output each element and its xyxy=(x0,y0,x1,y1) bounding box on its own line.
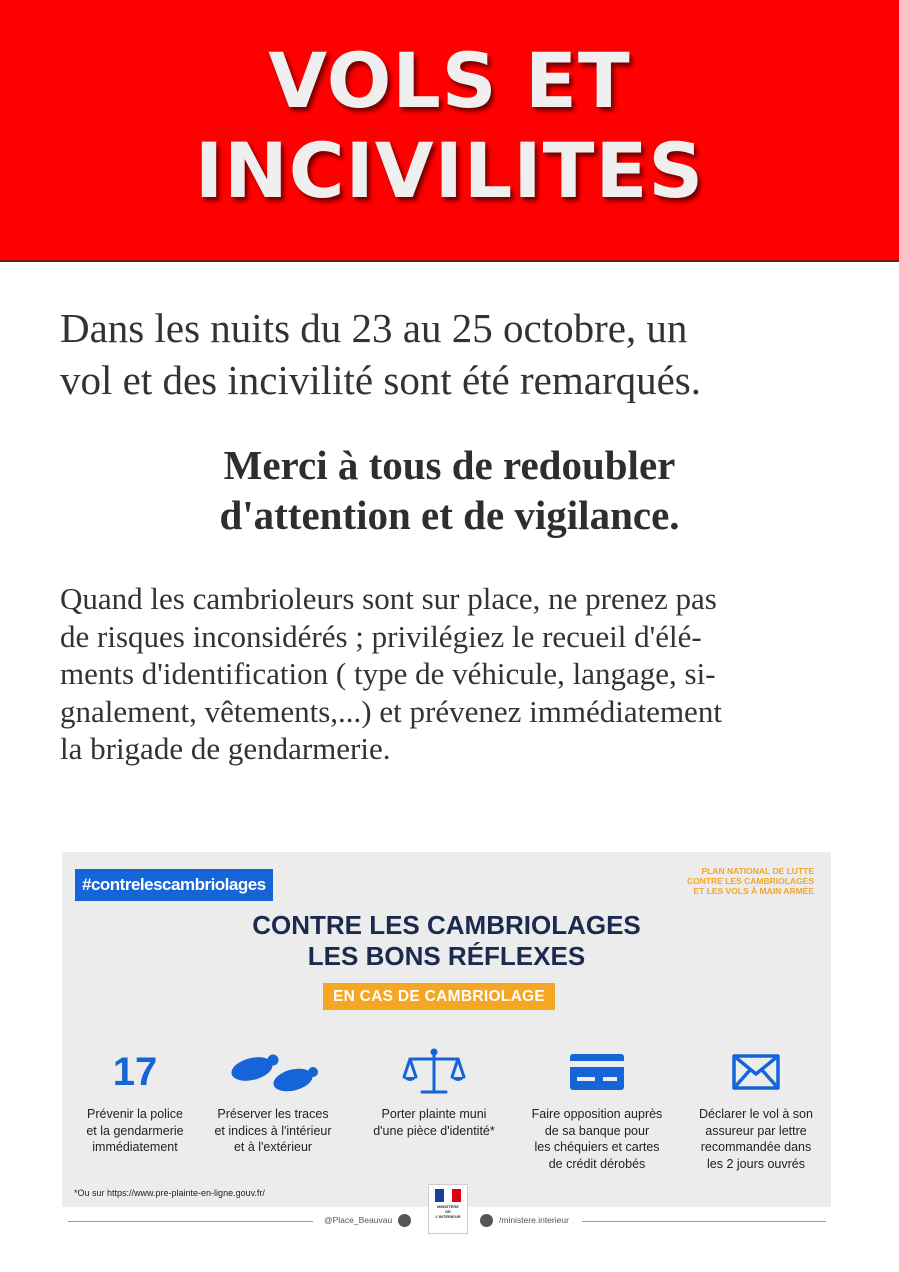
page-title xyxy=(0,36,899,216)
step-text: d'une pièce d'identité* xyxy=(373,1123,495,1138)
step-call-police xyxy=(60,1044,210,1156)
step-text: Déclarer le vol à son xyxy=(699,1107,813,1121)
infographic-footer xyxy=(68,1205,826,1255)
step-block-cards xyxy=(522,1044,672,1172)
divider xyxy=(582,1221,826,1222)
step-text: les 2 jours ouvrés xyxy=(707,1156,805,1171)
hashtag-label: #contrelescambriolages xyxy=(75,869,273,901)
step-preserve-traces xyxy=(198,1044,348,1156)
step-notify-insurer xyxy=(681,1044,831,1172)
footnote: *Ou sur https://www.pre-plainte-en-ligne.gouv.fr/ xyxy=(74,1188,265,1198)
step-text: de crédit dérobés xyxy=(548,1156,646,1171)
advice-line: la brigade de gendarmerie. xyxy=(60,731,391,766)
title-line: INCIVILITES xyxy=(194,126,705,215)
seal-text: L'INTÉRIEUR xyxy=(435,1214,461,1219)
plan-line: ET LES VOLS À MAIN ARMÉE xyxy=(693,886,814,896)
title-banner xyxy=(0,0,899,262)
divider xyxy=(68,1221,313,1222)
intro-line: Dans les nuits du 23 au 25 octobre, un xyxy=(60,305,688,351)
advice-line: de risques inconsidérés ; privilégiez le recueil d'élé- xyxy=(60,618,702,654)
situation-tag: EN CAS DE CAMBRIOLAGE xyxy=(323,983,555,1010)
advice-line: gnalement, vêtements,...) et prévenez immédiatement xyxy=(60,693,722,729)
step-text: assureur par lettre xyxy=(705,1123,807,1138)
step-text: et indices à l'intérieur xyxy=(214,1123,332,1138)
advice-line: ments d'identification ( type de véhicule, langage, si- xyxy=(60,656,716,691)
infographic-title-line: LES BONS RÉFLEXES xyxy=(307,941,586,971)
callout-line: Merci à tous de redoubler xyxy=(223,442,676,488)
callout-line: d'attention et de vigilance. xyxy=(219,492,680,538)
ministry-seal xyxy=(428,1184,468,1234)
intro-paragraph xyxy=(60,302,860,406)
twitter-handle: @Place_Beauvau xyxy=(324,1215,393,1225)
step-text: recommandée dans xyxy=(700,1140,812,1154)
step-text: Porter plainte muni xyxy=(381,1107,487,1121)
step-text: de sa banque pour xyxy=(544,1123,650,1138)
plan-label xyxy=(624,866,814,896)
step-text: immédiatement xyxy=(92,1140,178,1154)
step-text: Prévenir la police xyxy=(87,1107,183,1121)
footprints-icon xyxy=(223,1048,323,1096)
credit-card-icon xyxy=(569,1052,625,1092)
plan-line: CONTRE LES CAMBRIOLAGES xyxy=(686,876,814,886)
facebook-handle: /ministere.interieur xyxy=(499,1215,569,1225)
intro-line: vol et des incivilité sont été remarqués. xyxy=(60,357,702,403)
step-text: Préserver les traces xyxy=(217,1107,329,1121)
step-text: et à l'extérieur xyxy=(233,1140,313,1154)
step-text: Faire opposition auprès xyxy=(531,1107,663,1121)
emergency-number: 17 xyxy=(112,1050,158,1094)
advice-paragraph xyxy=(60,580,850,768)
twitter-icon xyxy=(398,1214,411,1227)
flag-icon xyxy=(435,1189,461,1202)
step-text: et la gendarmerie xyxy=(86,1123,184,1138)
envelope-icon xyxy=(732,1054,780,1090)
infographic xyxy=(62,852,831,1207)
seal-text: DE xyxy=(445,1209,451,1214)
plan-line: PLAN NATIONAL DE LUTTE xyxy=(701,866,814,876)
advice-line: Quand les cambrioleurs sont sur place, ne prenez pas xyxy=(60,581,717,616)
seal-text: MINISTÈRE xyxy=(437,1204,459,1209)
infographic-title-line: CONTRE LES CAMBRIOLAGES xyxy=(252,910,641,940)
vigilance-callout xyxy=(0,440,899,540)
scales-icon xyxy=(402,1047,466,1097)
facebook-icon xyxy=(480,1214,493,1227)
title-line: VOLS ET xyxy=(268,36,631,125)
step-file-complaint xyxy=(359,1044,509,1139)
step-text: les chéquiers et cartes xyxy=(534,1140,660,1154)
infographic-title xyxy=(62,910,831,972)
